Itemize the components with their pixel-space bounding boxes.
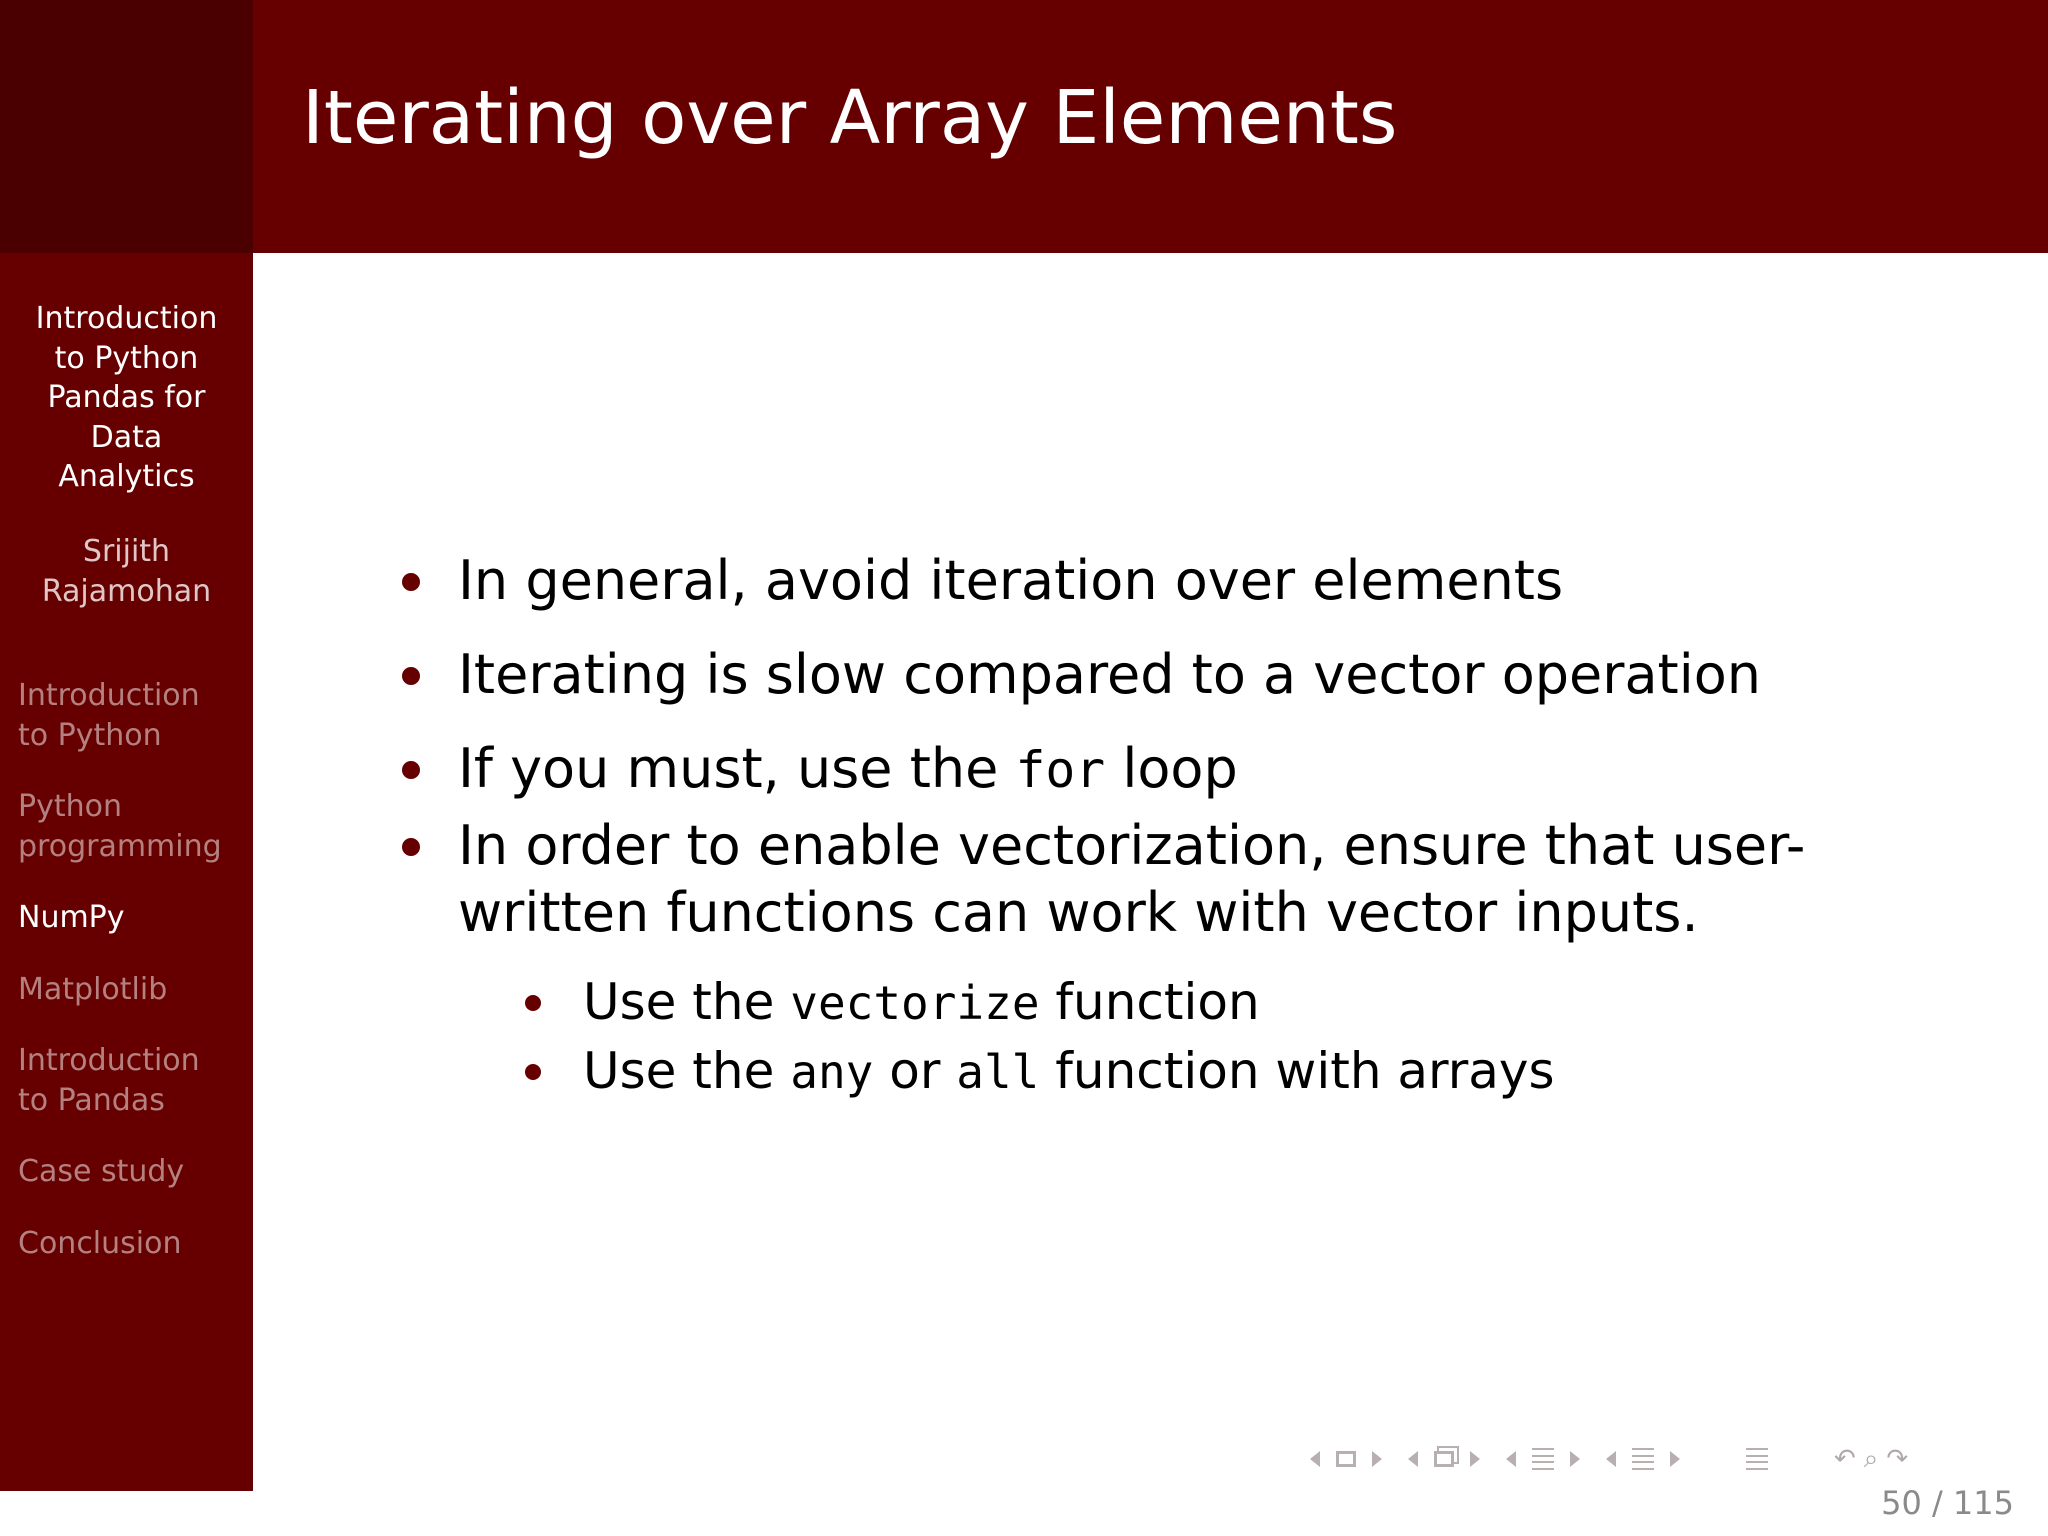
next-section-icon[interactable]: [1670, 1451, 1680, 1467]
sub-bullet-item: [521, 1037, 1996, 1106]
bullet-item: [396, 735, 1996, 804]
frame-nav: [1310, 1451, 1382, 1467]
author-line: Rajamohan: [41, 573, 212, 609]
bullet-list: [396, 547, 1996, 1106]
section-link-case-study[interactable]: [18, 1152, 248, 1192]
section-icon[interactable]: [1632, 1448, 1654, 1470]
section-link-line: programming: [18, 828, 222, 864]
section-link-introduction-to-pandas[interactable]: [18, 1041, 248, 1120]
section-link-line: Case study: [18, 1154, 185, 1189]
subsection-icon[interactable]: [1532, 1448, 1554, 1470]
document-outline-icon[interactable]: [1746, 1448, 1768, 1470]
search-icon[interactable]: ⌕: [1863, 1443, 1879, 1474]
sub-bullet-icon: [525, 995, 541, 1011]
bullet-text: In general, avoid iteration over elements: [458, 549, 1564, 612]
section-link-line: to Python: [18, 717, 162, 753]
bullet-icon: [402, 573, 420, 591]
next-slide-group-icon[interactable]: [1470, 1451, 1480, 1467]
prev-frame-icon[interactable]: [1310, 1451, 1320, 1467]
section-link-line: Matplotlib: [18, 971, 168, 1007]
bullet-text: Use the: [583, 1042, 791, 1100]
forward-icon[interactable]: ↷: [1886, 1444, 1909, 1474]
section-link-matplotlib[interactable]: [18, 970, 248, 1010]
slide-group-nav: [1408, 1451, 1480, 1467]
section-link-line: Python: [18, 789, 122, 824]
bullet-icon: [402, 838, 420, 856]
bullet-item: [396, 812, 1996, 1106]
slide-group-icon[interactable]: [1434, 1451, 1454, 1467]
section-nav-controls: [1606, 1448, 1680, 1470]
back-icon[interactable]: ↶: [1834, 1444, 1856, 1474]
bullet-text: In order to enable vectorization, ensure that user-written functions can work with vector inputs.: [458, 814, 1806, 944]
bullet-item: [396, 641, 1996, 708]
bullet-icon: [402, 667, 420, 685]
code-keyword: vectorize: [790, 976, 1040, 1030]
talk-title-line: to Python: [54, 340, 199, 376]
bullet-text: If you must, use the: [458, 737, 1016, 800]
talk-title[interactable]: [0, 299, 253, 497]
next-subsection-icon[interactable]: [1570, 1451, 1580, 1467]
section-link-python-programming[interactable]: [18, 787, 248, 866]
subsection-nav: [1506, 1448, 1580, 1470]
bullet-icon: [402, 761, 420, 779]
sub-bullet-icon: [525, 1064, 541, 1080]
author-line: Srijith: [82, 534, 171, 569]
bullet-text: or: [873, 1042, 957, 1100]
section-link-conclusion[interactable]: [18, 1224, 248, 1264]
beamer-navigation: [1310, 1441, 2030, 1477]
page-number: 50 / 115: [1881, 1484, 2014, 1522]
talk-title-line: Pandas for: [47, 380, 206, 415]
sidebar-logo-area: [0, 0, 253, 253]
code-keyword: any: [790, 1045, 874, 1099]
code-keyword: all: [956, 1045, 1040, 1099]
bullet-text: Use the: [583, 973, 791, 1031]
search-back-forward: [1834, 1444, 1908, 1475]
bullet-text: Iterating is slow compared to a vector operation: [458, 643, 1761, 706]
section-link-line: Introduction: [18, 1043, 200, 1078]
talk-title-line: Data: [90, 419, 163, 455]
sub-bullet-item: [521, 968, 1996, 1037]
bullet-text: function with arrays: [1039, 1042, 1555, 1100]
code-keyword: for: [1015, 741, 1106, 799]
next-frame-icon[interactable]: [1372, 1451, 1382, 1467]
talk-title-line: Analytics: [58, 459, 195, 494]
slide-body: [396, 547, 1996, 1133]
talk-title-line: Introduction: [35, 301, 218, 336]
slide-title: Iterating over Array Elements: [302, 75, 1398, 161]
talk-author[interactable]: [0, 532, 253, 611]
section-link-introduction-to-python[interactable]: [18, 676, 248, 755]
bullet-text: loop: [1105, 737, 1238, 800]
section-link-line: NumPy: [18, 900, 125, 935]
prev-subsection-icon[interactable]: [1506, 1451, 1516, 1467]
frame-icon[interactable]: [1336, 1451, 1356, 1467]
section-nav: [18, 676, 248, 1295]
bullet-item: [396, 547, 1996, 614]
section-link-numpy[interactable]: [18, 898, 248, 938]
sub-bullet-list: [396, 968, 1996, 1106]
section-link-line: to Pandas: [18, 1082, 165, 1118]
bullet-text: function: [1039, 973, 1260, 1031]
prev-slide-group-icon[interactable]: [1408, 1451, 1418, 1467]
prev-section-icon[interactable]: [1606, 1451, 1616, 1467]
section-link-line: Introduction: [18, 678, 200, 713]
section-link-line: Conclusion: [18, 1225, 182, 1261]
